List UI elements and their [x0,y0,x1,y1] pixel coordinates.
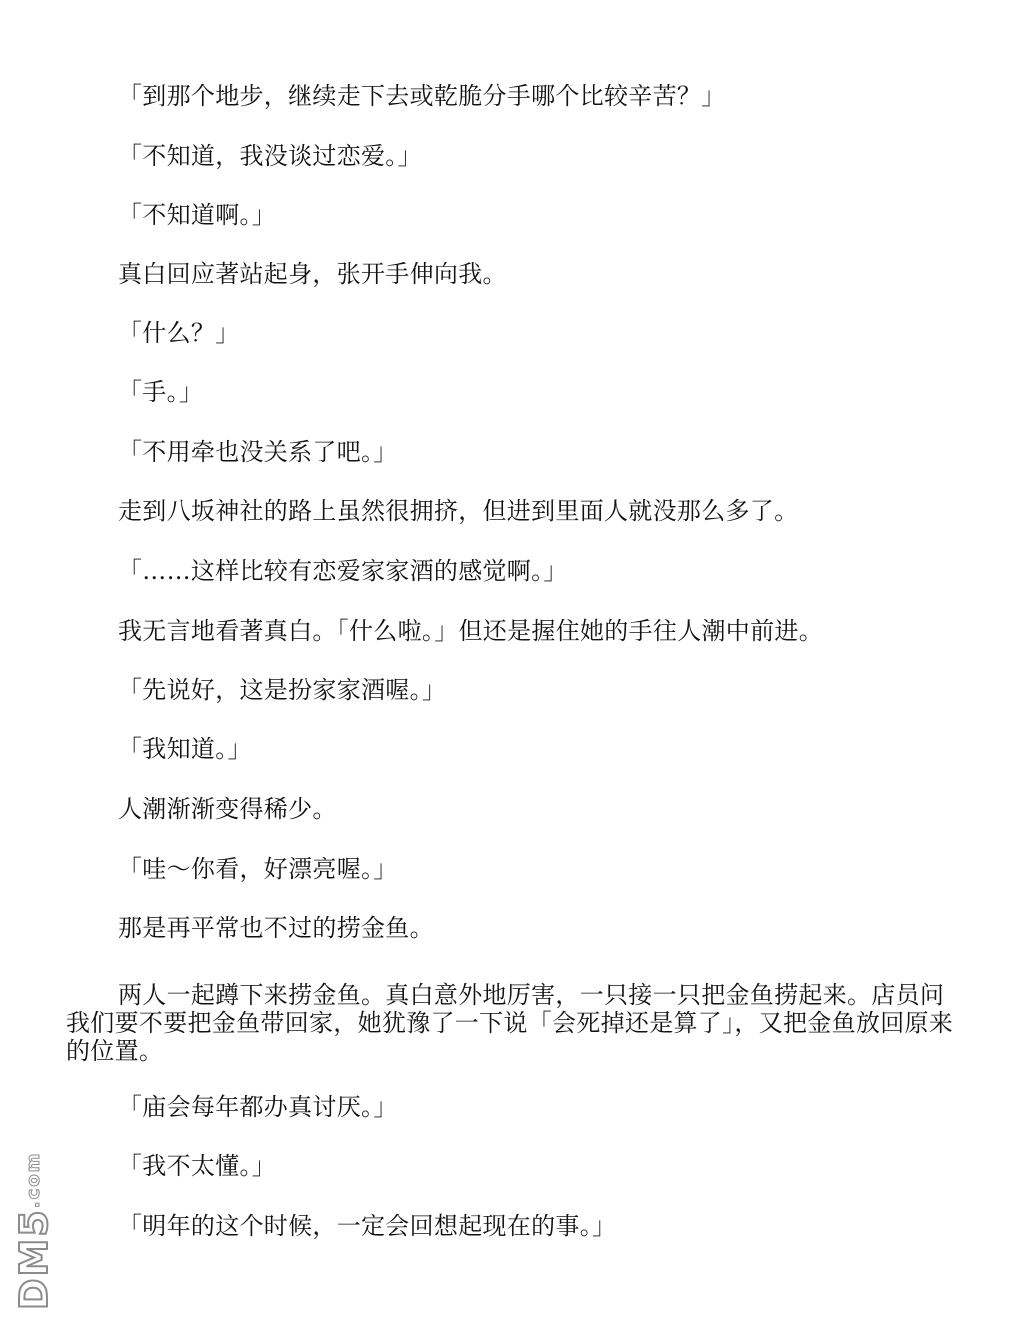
watermark-main: DM5 [12,1208,56,1310]
paragraph-4: 真白回应著站起身，张开手伸向我。 [118,260,507,288]
paragraph-2: 「不知道，我没谈过恋爱。」 [118,142,422,170]
paragraph-13: 人潮渐渐变得稀少。 [118,795,337,823]
paragraph-18: 「我不太懂。」 [118,1152,277,1180]
paragraph-12: 「我知道。」 [118,735,252,763]
paragraph-5: 「什么？」 [118,319,240,347]
paragraph-15: 那是再平常也不过的捞金鱼。 [118,914,434,942]
paragraph-7: 「不用牵也没关系了吧。」 [118,438,398,466]
paragraph-6: 「手。」 [118,378,204,406]
site-watermark-logo [12,1151,60,1310]
paragraph-1: 「到那个地步，继续走下去或乾脆分手哪个比较辛苦？」 [118,82,726,110]
paragraph-3: 「不知道啊。」 [118,201,277,229]
paragraph-9: 「……这样比较有恋爱家家酒的感觉啊。」 [118,557,568,585]
paragraph-8: 走到八坂神社的路上虽然很拥挤，但进到里面人就没那么多了。 [118,497,799,525]
paragraph-17: 「庙会每年都办真讨厌。」 [118,1093,398,1121]
paragraph-11: 「先说好，这是扮家家酒喔。」 [118,676,447,704]
paragraph-14: 「哇～你看，好漂亮喔。」 [118,855,398,883]
paragraph-19: 「明年的这个时候，一定会回想起现在的事。」 [118,1212,617,1240]
watermark-sub: .com [23,1151,44,1209]
paragraph-16: 两人一起蹲下来捞金鱼。真白意外地厉害，一只接一只把金鱼捞起来。店员问我们要不要把金鱼带回家，她犹豫了一下说「会死掉还是算了」，又把金鱼放回原来的位置。 [66,981,954,1065]
paragraph-10: 我无言地看著真白。「什么啦。」但还是握住她的手往人潮中前进。 [118,617,823,645]
